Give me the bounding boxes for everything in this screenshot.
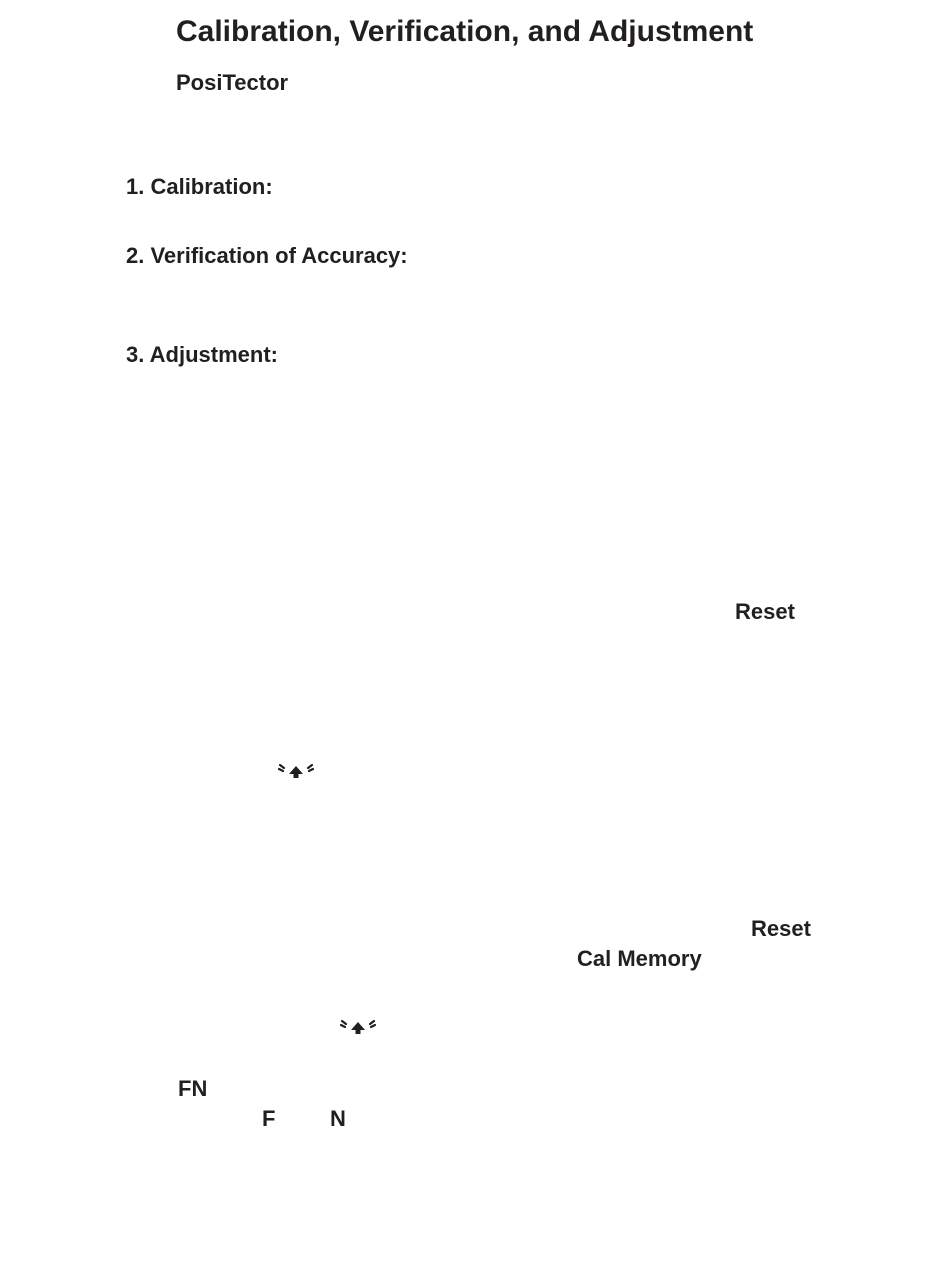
page-subtitle: PosiTector [176,70,289,95]
cal-memory-keyword: Cal Memory [577,946,702,971]
reset-keyword: Reset [735,599,795,624]
calibration-adjust-icon [277,762,315,780]
section-heading-calibration: 1. Calibration: [126,174,273,199]
section-heading-verification: 2. Verification of Accuracy: [126,243,408,268]
f-keyword: F [262,1106,276,1131]
n-keyword: N [330,1106,346,1131]
section-heading-adjustment: 3. Adjustment: [126,342,278,367]
reset-keyword: Reset [751,916,811,941]
fn-keyword: FN [178,1076,208,1101]
page-title: Calibration, Verification, and Adjustment [176,15,754,48]
calibration-adjust-icon [339,1018,377,1036]
